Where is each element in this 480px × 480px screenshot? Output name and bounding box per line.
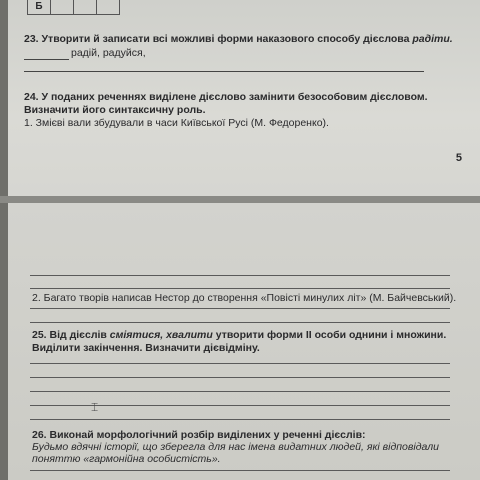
grid-cell-letter: Б <box>27 0 51 15</box>
answer-line <box>30 288 450 289</box>
q24-title-line1: 24. У поданих реченнях виділене дієслово замінити безособовим дієсловом. <box>24 91 428 103</box>
grid-cell <box>96 0 120 15</box>
text-cursor-icon: ⌶ <box>91 400 99 414</box>
q25-title-line2: Виділити закінчення. Визначити дієвідміну. <box>32 342 260 354</box>
q26-title: 26. Виконай морфологічний розбір виділених у реченні дієслів: <box>32 429 366 441</box>
answer-line <box>30 419 450 420</box>
answer-line <box>30 363 450 364</box>
answer-line <box>30 308 450 309</box>
q23-answer: радій, радуйся, <box>71 47 146 59</box>
page-number: 5 <box>455 152 462 164</box>
page-gap <box>0 196 480 203</box>
q23-title-word: радіти. <box>412 33 453 45</box>
grid-cell <box>50 0 74 15</box>
answer-line <box>30 377 450 378</box>
q24-title-line2: Визначити його синтаксичну роль. <box>24 104 206 116</box>
answer-line <box>30 391 450 392</box>
grid-cell <box>73 0 97 15</box>
q26-text-line1: Будьмо вдячні історії, що зберегла для нас імена видатних людей, які відповідали <box>32 441 439 453</box>
q23-title: 23. Утворити й записати всі можливі форми наказового способу дієслова радіти. <box>24 33 453 45</box>
q24-sentence1: 1. Змієві вали збудували в часи Київської Русі (М. Федоренко). <box>24 117 329 129</box>
q25-verbs: сміятися, хвалити <box>109 329 213 341</box>
q23-blank <box>24 59 69 60</box>
answer-line <box>30 275 450 276</box>
q26-text-line2: поняттю «гармонійна особистість». <box>32 453 221 465</box>
upper-page <box>8 0 480 196</box>
answer-grid <box>28 0 120 15</box>
answer-line <box>30 470 450 471</box>
q23-answer-line <box>24 71 424 72</box>
q25-title-line1: 25. Від дієслів сміятися, хвалити утворити форми ІІ особи однини і множини. <box>32 329 447 341</box>
answer-line <box>30 322 450 323</box>
sentence2: 2. Багато творів написав Нестор до створення «Повісті минулих літ» (М. Байчевський). <box>32 292 457 304</box>
